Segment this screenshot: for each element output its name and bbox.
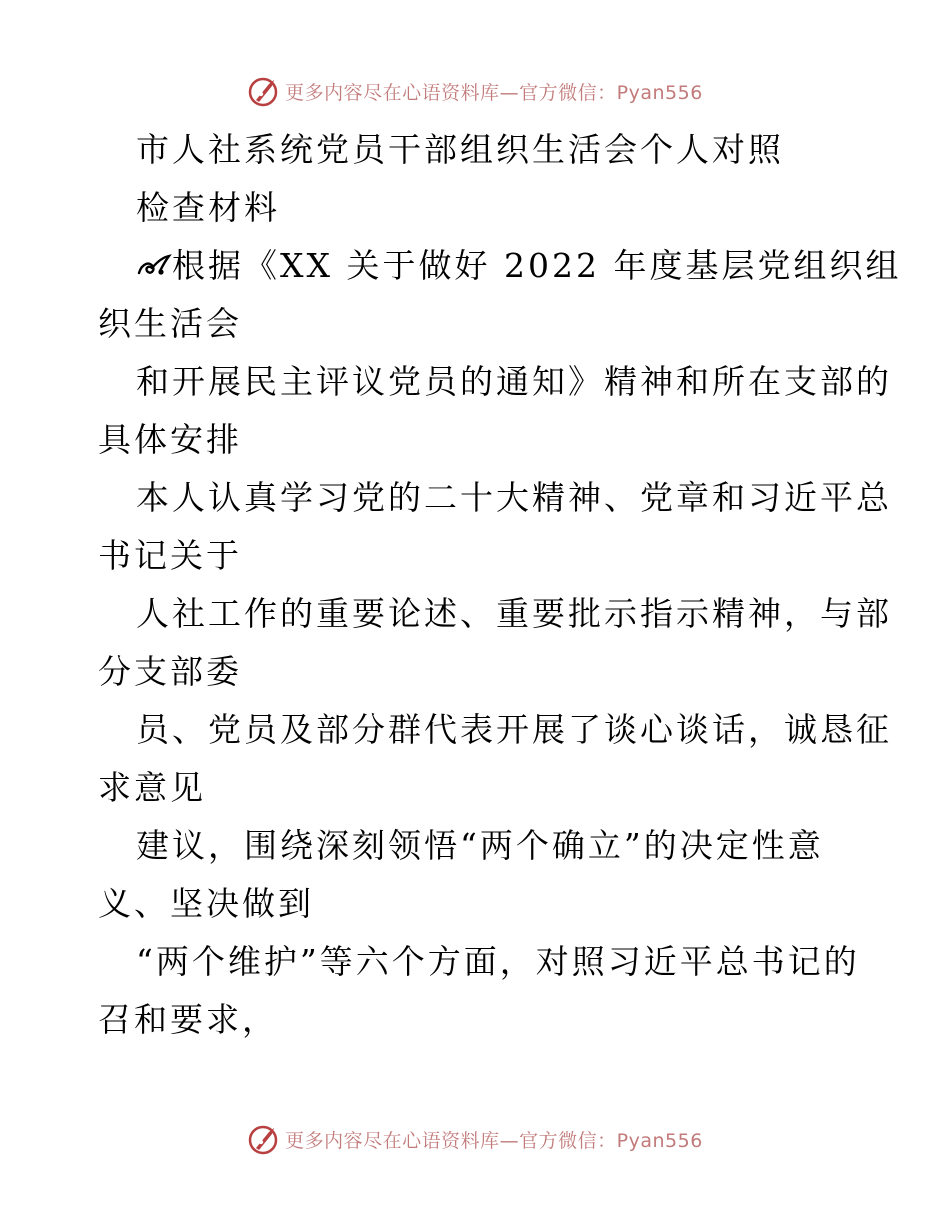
paragraph-line: 义、坚决做到 (98, 884, 314, 923)
ornament-scroll-icon (136, 251, 172, 281)
paragraph-line: 建议，围绕深刻领悟“两个确立”的决定性意 (136, 826, 824, 865)
paragraph-line: 本人认真学习党的二十大精神、党章和习近平总 (136, 478, 892, 517)
header-watermark-banner (0, 71, 950, 111)
paragraph-line: 人社工作的重要论述、重要批示指示精神，与部 (136, 594, 892, 633)
document-body (98, 121, 902, 1049)
title-line-2: 检查材料 (136, 188, 280, 227)
footer-watermark-text: 更多内容尽在心语资料库—官方微信：Pyan556 (285, 1129, 703, 1152)
paragraph-line: 求意见 (98, 768, 206, 807)
paragraph-text: 根据《XX 关于做好 2022 年度基层党组织组 (172, 246, 902, 285)
paragraph-line (98, 237, 902, 295)
pen-nib-logo-icon (247, 74, 281, 108)
pen-nib-logo-icon (247, 1122, 281, 1156)
paragraph-line: 召和要求， (98, 1000, 278, 1039)
paragraph-line: 和开展民主评议党员的通知》精神和所在支部的 (136, 362, 892, 401)
header-watermark-text: 更多内容尽在心语资料库—官方微信：Pyan556 (285, 81, 703, 104)
paragraph-line: 员、党员及部分群代表开展了谈心谈话，诚恳征 (136, 710, 892, 749)
paragraph-line: 分支部委 (98, 652, 242, 691)
paragraph-line: 具体安排 (98, 420, 242, 459)
title-line-1: 市人社系统党员干部组织生活会个人对照 (136, 130, 784, 169)
footer-watermark-banner (0, 1119, 950, 1159)
paragraph-line: 织生活会 (98, 304, 242, 343)
paragraph-line: “两个维护”等六个方面，对照习近平总书记的 (136, 942, 860, 981)
paragraph-line: 书记关于 (98, 536, 242, 575)
